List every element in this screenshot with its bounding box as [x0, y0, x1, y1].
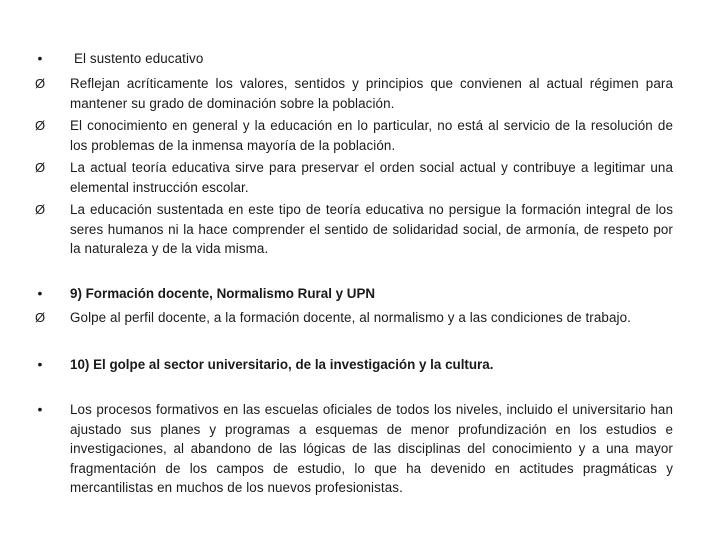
heading-text: 9) Formación docente, Normalismo Rural y UPN [70, 286, 376, 301]
heading-text: El sustento educativo [74, 51, 204, 66]
arrow-bullet-icon: Ø [34, 160, 46, 175]
bullet-icon: • [37, 50, 43, 66]
arrow-bullet-icon: Ø [34, 310, 46, 325]
heading-text: 10) El golpe al sector universitario, de la investigación y la cultura. [70, 357, 494, 372]
bullet-icon: • [37, 285, 43, 301]
list-item-text: La actual teoría educativa sirve para preservar el orden social actual y contribuye a legitimar una elemental instrucción escolar. [70, 160, 673, 195]
arrow-bullet-icon: Ø [34, 118, 46, 133]
bullet-icon: • [37, 401, 43, 417]
section-heading-universitario [37, 355, 673, 375]
list-item [34, 308, 673, 328]
paragraph-procesos-formativos [37, 400, 673, 498]
arrow-bullet-icon: Ø [34, 76, 46, 91]
list-item-text: El conocimiento en general y la educación en lo particular, no está al servicio de la resolución de los problemas de la inmensa mayoría de la población. [70, 118, 673, 153]
list-item [34, 74, 673, 113]
list-item [34, 200, 673, 259]
section-heading-sustento [37, 49, 673, 69]
list-item-text: La educación sustentada en este tipo de teoría educativa no persigue la formación integral de los seres humanos ni la hace comprender el sentido de solidaridad social, de armonía, de respeto por la naturaleza y de la vida misma. [70, 202, 673, 256]
list-item-text: Reflejan acríticamente los valores, sentidos y principios que convienen al actual régimen para mantener su grado de dominación sobre la población. [70, 76, 673, 111]
list-item [34, 158, 673, 197]
paragraph-text: Los procesos formativos en las escuelas oficiales de todos los niveles, incluido el universitario han ajustado sus planes y programas a esquemas de menor profundización en los estudios e investigaciones, al abandono de las lógicas de las disciplinas del conocimiento y a una mayor fragmentación de los campos de estudio, lo que ha devenido en actitudes pragmáticas y mercantilistas en muchos de los nuevos profesionistas. [70, 402, 673, 495]
list-item-text: Golpe al perfil docente, a la formación docente, al normalismo y a las condiciones de trabajo. [70, 310, 631, 325]
section-heading-formacion-docente [37, 284, 673, 304]
bullet-icon: • [37, 356, 43, 372]
arrow-bullet-icon: Ø [34, 202, 46, 217]
list-item [34, 116, 673, 155]
